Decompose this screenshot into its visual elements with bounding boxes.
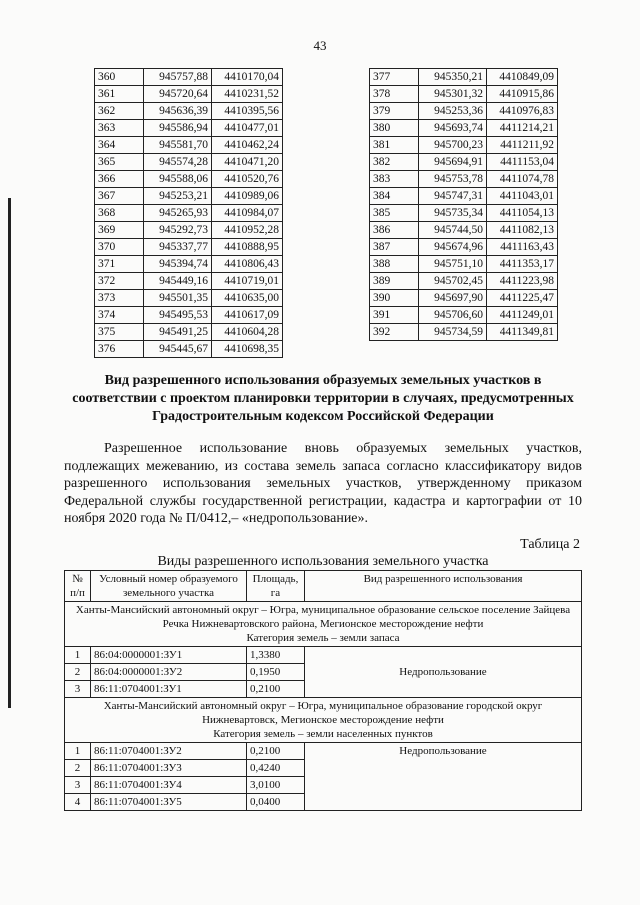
x-coordinate: 945495,53 bbox=[144, 307, 212, 324]
point-number: 375 bbox=[95, 324, 144, 341]
coordinate-row bbox=[370, 154, 558, 171]
x-coordinate: 945350,21 bbox=[419, 69, 487, 86]
table-header-row bbox=[65, 571, 582, 602]
y-coordinate: 4410719,01 bbox=[212, 273, 283, 290]
cell-number: 1 bbox=[65, 647, 91, 664]
point-number: 383 bbox=[370, 171, 419, 188]
point-number: 376 bbox=[95, 341, 144, 358]
cell-area: 0,2100 bbox=[247, 743, 305, 760]
coordinate-row bbox=[95, 69, 283, 86]
x-coordinate: 945636,39 bbox=[144, 103, 212, 120]
header-permitted-use: Вид разрешенного использования bbox=[305, 571, 582, 602]
y-coordinate: 4410604,28 bbox=[212, 324, 283, 341]
cell-plot-id: 86:11:0704001:ЗУ1 bbox=[91, 681, 247, 698]
point-number: 363 bbox=[95, 120, 144, 137]
cell-plot-id: 86:04:0000001:ЗУ1 bbox=[91, 647, 247, 664]
y-coordinate: 4411249,01 bbox=[487, 307, 558, 324]
y-coordinate: 4410462,24 bbox=[212, 137, 283, 154]
point-number: 372 bbox=[95, 273, 144, 290]
coordinate-row bbox=[370, 290, 558, 307]
coordinate-row bbox=[370, 86, 558, 103]
point-number: 364 bbox=[95, 137, 144, 154]
coordinate-row bbox=[370, 324, 558, 341]
y-coordinate: 4410617,09 bbox=[212, 307, 283, 324]
coordinate-row bbox=[370, 69, 558, 86]
point-number: 384 bbox=[370, 188, 419, 205]
point-number: 369 bbox=[95, 222, 144, 239]
coordinate-row bbox=[95, 171, 283, 188]
coordinate-row bbox=[370, 239, 558, 256]
point-number: 388 bbox=[370, 256, 419, 273]
scan-edge-mark bbox=[8, 198, 11, 708]
point-number: 379 bbox=[370, 103, 419, 120]
x-coordinate: 945697,90 bbox=[419, 290, 487, 307]
y-coordinate: 4410520,76 bbox=[212, 171, 283, 188]
header-number: № п/п bbox=[65, 571, 91, 602]
coordinate-row bbox=[370, 103, 558, 120]
group-region-text: Ханты-Мансийский автономный округ – Югра, муниципальное образование сельское поселение Зайцева Речка Нижневартовского района, Мегионское месторождение нефти bbox=[75, 604, 571, 630]
y-coordinate: 4411043,01 bbox=[487, 188, 558, 205]
x-coordinate: 945574,28 bbox=[144, 154, 212, 171]
coordinate-row bbox=[95, 103, 283, 120]
x-coordinate: 945588,06 bbox=[144, 171, 212, 188]
y-coordinate: 4411225,47 bbox=[487, 290, 558, 307]
x-coordinate: 945501,35 bbox=[144, 290, 212, 307]
point-number: 377 bbox=[370, 69, 419, 86]
point-number: 380 bbox=[370, 120, 419, 137]
x-coordinate: 945491,25 bbox=[144, 324, 212, 341]
coordinate-row bbox=[95, 273, 283, 290]
y-coordinate: 4411349,81 bbox=[487, 324, 558, 341]
coordinate-row bbox=[95, 154, 283, 171]
y-coordinate: 4410231,52 bbox=[212, 86, 283, 103]
x-coordinate: 945747,31 bbox=[419, 188, 487, 205]
x-coordinate: 945253,36 bbox=[419, 103, 487, 120]
point-number: 370 bbox=[95, 239, 144, 256]
cell-plot-id: 86:04:0000001:ЗУ2 bbox=[91, 664, 247, 681]
y-coordinate: 4410989,06 bbox=[212, 188, 283, 205]
x-coordinate: 945757,88 bbox=[144, 69, 212, 86]
table-number-label: Таблица 2 bbox=[520, 537, 580, 552]
coordinate-row bbox=[370, 273, 558, 290]
point-number: 381 bbox=[370, 137, 419, 154]
table-caption: Виды разрешенного использования земельного участка bbox=[157, 554, 489, 569]
coordinate-row bbox=[95, 256, 283, 273]
x-coordinate: 945706,60 bbox=[419, 307, 487, 324]
x-coordinate: 945734,59 bbox=[419, 324, 487, 341]
point-number: 371 bbox=[95, 256, 144, 273]
cell-number: 3 bbox=[65, 681, 91, 698]
coordinate-row bbox=[370, 188, 558, 205]
x-coordinate: 945394,74 bbox=[144, 256, 212, 273]
coordinate-row bbox=[370, 307, 558, 324]
cell-area: 0,1950 bbox=[247, 664, 305, 681]
x-coordinate: 945700,23 bbox=[419, 137, 487, 154]
coordinate-row bbox=[370, 171, 558, 188]
cell-permitted-use: Недропользование bbox=[305, 743, 582, 811]
point-number: 365 bbox=[95, 154, 144, 171]
cell-number: 4 bbox=[65, 794, 91, 811]
point-number: 385 bbox=[370, 205, 419, 222]
coordinate-row bbox=[370, 256, 558, 273]
x-coordinate: 945253,21 bbox=[144, 188, 212, 205]
y-coordinate: 4411223,98 bbox=[487, 273, 558, 290]
y-coordinate: 4411074,78 bbox=[487, 171, 558, 188]
y-coordinate: 4411082,13 bbox=[487, 222, 558, 239]
y-coordinate: 4411353,17 bbox=[487, 256, 558, 273]
x-coordinate: 945751,10 bbox=[419, 256, 487, 273]
coordinate-row bbox=[370, 222, 558, 239]
cell-area: 0,2100 bbox=[247, 681, 305, 698]
x-coordinate: 945693,74 bbox=[419, 120, 487, 137]
coordinate-row bbox=[370, 205, 558, 222]
coordinates-table-left bbox=[94, 68, 283, 358]
coordinate-row bbox=[95, 120, 283, 137]
coordinate-row bbox=[95, 239, 283, 256]
point-number: 392 bbox=[370, 324, 419, 341]
y-coordinate: 4410976,83 bbox=[487, 103, 558, 120]
x-coordinate: 945265,93 bbox=[144, 205, 212, 222]
x-coordinate: 945292,73 bbox=[144, 222, 212, 239]
y-coordinate: 4410984,07 bbox=[212, 205, 283, 222]
y-coordinate: 4410395,56 bbox=[212, 103, 283, 120]
y-coordinate: 4411163,43 bbox=[487, 239, 558, 256]
point-number: 368 bbox=[95, 205, 144, 222]
coordinate-row bbox=[95, 341, 283, 358]
coordinate-row bbox=[95, 290, 283, 307]
coordinate-row bbox=[95, 137, 283, 154]
x-coordinate: 945301,32 bbox=[419, 86, 487, 103]
y-coordinate: 4411054,13 bbox=[487, 205, 558, 222]
y-coordinate: 4411211,92 bbox=[487, 137, 558, 154]
point-number: 390 bbox=[370, 290, 419, 307]
point-number: 366 bbox=[95, 171, 144, 188]
y-coordinate: 4410698,35 bbox=[212, 341, 283, 358]
y-coordinate: 4410471,20 bbox=[212, 154, 283, 171]
x-coordinate: 945720,64 bbox=[144, 86, 212, 103]
coordinate-row bbox=[95, 222, 283, 239]
x-coordinate: 945337,77 bbox=[144, 239, 212, 256]
x-coordinate: 945674,96 bbox=[419, 239, 487, 256]
point-number: 360 bbox=[95, 69, 144, 86]
point-number: 373 bbox=[95, 290, 144, 307]
point-number: 391 bbox=[370, 307, 419, 324]
x-coordinate: 945744,50 bbox=[419, 222, 487, 239]
cell-permitted-use: Недропользование bbox=[305, 647, 582, 698]
group-category-text: Категория земель – земли населенных пунктов bbox=[213, 728, 433, 740]
point-number: 362 bbox=[95, 103, 144, 120]
table-row bbox=[65, 743, 582, 760]
x-coordinate: 945586,94 bbox=[144, 120, 212, 137]
y-coordinate: 4410915,86 bbox=[487, 86, 558, 103]
body-paragraph: Разрешенное использование вновь образуемых земельных участков, подлежащих межеванию, из состава земель запаса согласно классификатору видов разрешенного использования земельных участков, утвержденному приказом Федеральной службы государственной регистрации, кадастра и картографии от 10 ноября 2020 года № П/0412,– «недропользование». bbox=[64, 441, 582, 526]
cell-number: 2 bbox=[65, 760, 91, 777]
x-coordinate: 945694,91 bbox=[419, 154, 487, 171]
y-coordinate: 4410806,43 bbox=[212, 256, 283, 273]
coordinate-row bbox=[95, 188, 283, 205]
point-number: 378 bbox=[370, 86, 419, 103]
cell-number: 2 bbox=[65, 664, 91, 681]
header-area: Площадь, га bbox=[247, 571, 305, 602]
point-number: 389 bbox=[370, 273, 419, 290]
coordinate-row bbox=[95, 324, 283, 341]
coordinate-row bbox=[95, 205, 283, 222]
point-number: 382 bbox=[370, 154, 419, 171]
cell-plot-id: 86:11:0704001:ЗУ4 bbox=[91, 777, 247, 794]
point-number: 374 bbox=[95, 307, 144, 324]
point-number: 367 bbox=[95, 188, 144, 205]
y-coordinate: 4410635,00 bbox=[212, 290, 283, 307]
y-coordinate: 4410888,95 bbox=[212, 239, 283, 256]
cell-area: 3,0100 bbox=[247, 777, 305, 794]
group-region-row bbox=[65, 602, 582, 647]
group-region-text: Ханты-Мансийский автономный округ – Югра, муниципальное образование городской округ Нижневартовск, Мегионское месторождение нефти bbox=[103, 700, 543, 726]
table-row bbox=[65, 647, 582, 664]
point-number: 361 bbox=[95, 86, 144, 103]
x-coordinate: 945753,78 bbox=[419, 171, 487, 188]
y-coordinate: 4411214,21 bbox=[487, 120, 558, 137]
coordinate-row bbox=[95, 307, 283, 324]
group-region-row bbox=[65, 698, 582, 743]
cell-area: 1,3380 bbox=[247, 647, 305, 664]
x-coordinate: 945735,34 bbox=[419, 205, 487, 222]
cell-plot-id: 86:11:0704001:ЗУ3 bbox=[91, 760, 247, 777]
cell-area: 0,4240 bbox=[247, 760, 305, 777]
x-coordinate: 945581,70 bbox=[144, 137, 212, 154]
x-coordinate: 945449,16 bbox=[144, 273, 212, 290]
y-coordinate: 4410849,09 bbox=[487, 69, 558, 86]
cell-number: 1 bbox=[65, 743, 91, 760]
cell-plot-id: 86:11:0704001:ЗУ2 bbox=[91, 743, 247, 760]
coordinates-table-right bbox=[369, 68, 558, 341]
x-coordinate: 945702,45 bbox=[419, 273, 487, 290]
x-coordinate: 945445,67 bbox=[144, 341, 212, 358]
y-coordinate: 4410477,01 bbox=[212, 120, 283, 137]
point-number: 387 bbox=[370, 239, 419, 256]
cell-area: 0,0400 bbox=[247, 794, 305, 811]
cell-number: 3 bbox=[65, 777, 91, 794]
cell-plot-id: 86:11:0704001:ЗУ5 bbox=[91, 794, 247, 811]
page-number: 43 bbox=[313, 38, 327, 53]
y-coordinate: 4410170,04 bbox=[212, 69, 283, 86]
coordinate-row bbox=[370, 120, 558, 137]
coordinate-row bbox=[370, 137, 558, 154]
y-coordinate: 4411153,04 bbox=[487, 154, 558, 171]
coordinate-row bbox=[95, 86, 283, 103]
point-number: 386 bbox=[370, 222, 419, 239]
header-plot-id: Условный номер образуемого земельного участка bbox=[91, 571, 247, 602]
group-category-text: Категория земель – земли запаса bbox=[246, 632, 400, 644]
section-heading: Вид разрешенного использования образуемых земельных участков в соответствии с проектом планировки территории в случаях, предусмотренных Градостроительным кодексом Российской Федерации bbox=[72, 373, 574, 424]
y-coordinate: 4410952,28 bbox=[212, 222, 283, 239]
land-use-table bbox=[64, 570, 582, 811]
